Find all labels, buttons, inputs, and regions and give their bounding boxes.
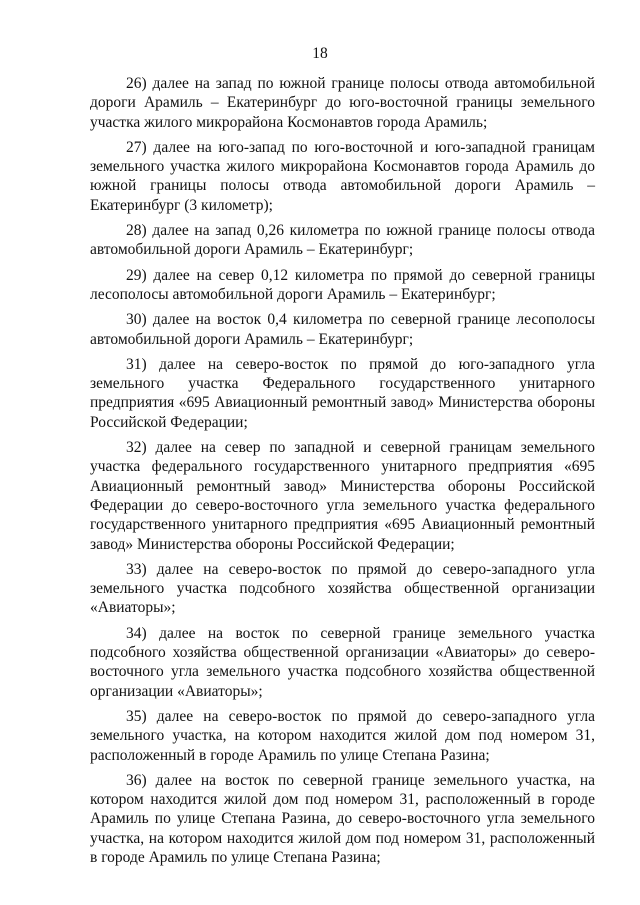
paragraph-34: 34) далее на восток по северной границе земельного участка подсобного хозяйства общественной организации «Авиаторы» до северо-восточного угла земельного участка подсобного хозяйства общественной организации «Авиаторы»;	[90, 624, 595, 700]
paragraph-26: 26) далее на запад по южной границе полосы отвода автомобильной дороги Арамиль – Екатеринбург до юго-восточной границы земельного участка жилого микрорайона Космонавтов города Арамиль;	[90, 75, 595, 131]
paragraph-30: 30) далее на восток 0,4 километра по северной границе лесополосы автомобильной дороги Арамиль – Екатеринбург;	[90, 311, 595, 348]
paragraph-36: 36) далее на восток по северной границе земельного участка, на котором находится жилой дом под номером 31, расположенный в городе Арамиль по улице Степана Разина, до северо-восточного угла земельного участка, на котором находится жилой дом под номером 31, расположенный в городе Арамиль по улице Степана Разина;	[90, 771, 595, 866]
paragraph-29: 29) далее на север 0,12 километра по прямой до северной границы лесополосы автомобильной дороги Арамиль – Екатеринбург;	[90, 266, 595, 303]
page-number: 18	[312, 45, 328, 62]
paragraph-32: 32) далее на север по западной и северной границам земельного участка федерального государственного унитарного предприятия «695 Авиационный ремонтный завод» Министерства обороны Российской Федерации до северо-восточного угла земельного участка федерального государственного унитарного предприятия «695 Авиационный ремонтный завод» Министерства обороны Российской Федерации;	[90, 439, 595, 553]
paragraph-27: 27) далее на юго-запад по юго-восточной и юго-западной границам земельного участка жилого микрорайона Космонавтов города Арамиль до южной границы полосы отвода автомобильной дороги Арамиль – Екатеринбург (3 километр);	[90, 138, 595, 214]
paragraph-28: 28) далее на запад 0,26 километра по южной границе полосы отвода автомобильной дороги Арамиль – Екатеринбург;	[90, 222, 595, 259]
paragraph-35: 35) далее на северо-восток по прямой до северо-западного угла земельного участка, на котором находится жилой дом под номером 31, расположенный в городе Арамиль по улице Степана Разина;	[90, 707, 595, 764]
paragraph-33: 33) далее на северо-восток по прямой до северо-западного угла земельного участка подсобного хозяйства общественной организации «Авиаторы»;	[90, 560, 595, 617]
document-body	[90, 74, 595, 873]
paragraph-31: 31) далее на северо-восток по прямой до юго-западного угла земельного участка Федерального государственного унитарного предприятия «695 Авиационный ремонтный завод» Министерства обороны Российской Федерации;	[90, 355, 595, 431]
